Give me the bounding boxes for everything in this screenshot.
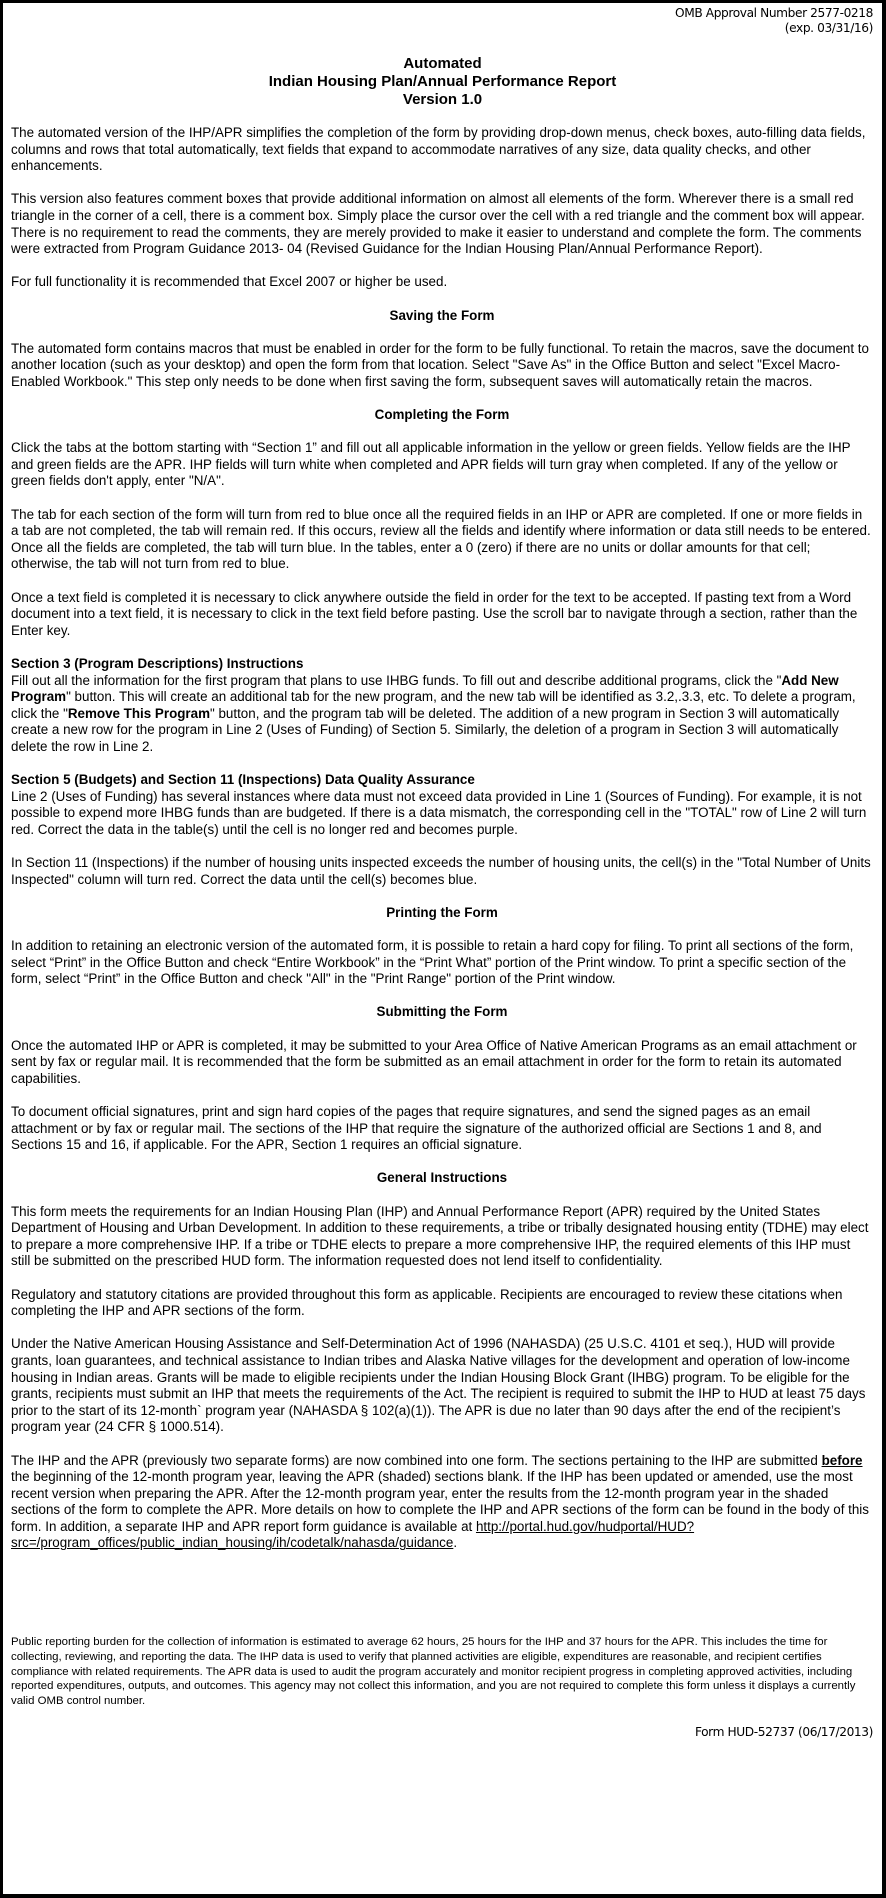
guidance-link[interactable]: http://portal.hud.gov/hudportal/HUD?src=/program_offices/public_indian_housing/ih/codetalk/nahasda/guidance xyxy=(11,1518,695,1551)
completing-paragraph-3: Once a text field is completed it is necessary to click anywhere outside the field in order for the text to be accepted. If pasting text from a Word document into a text field, it is necessary to click in the text field before pasting. Use the scroll bar to navigate through a section, rather than the Enter key. xyxy=(11,589,858,638)
saving-paragraph: The automated form contains macros that must be enabled in order for the form to be fully functional. To retain the macros, save the document to another location (such as your desktop) and open the form from that location. Select "Save As" in the Office Button and select "Excel Macro-Enabled Workbook." This step only needs to be done when first saving the form, subsequent saves will automatically retain the macros. xyxy=(11,340,869,389)
printing-heading: Printing the Form xyxy=(386,904,498,920)
completing-paragraph-2: The tab for each section of the form will turn from red to blue once all the required fields in an IHP or APR are completed. If one or more fields in a tab are not completed, the tab will remain red. If this occurs, review all the fields and identify where information or data still needs to be entered. Once all the fields are completed, the tab will turn blue. In the tables, enter a 0 (zero) if there are no units or dollar amounts for that cell; otherwise, the tab will not turn from red to blue. xyxy=(11,506,871,572)
general-paragraph-2: Regulatory and statutory citations are provided throughout this form as applicable. Recipients are encouraged to review these citations when completing the IHP and APR sections of the form. xyxy=(11,1286,843,1319)
omb-approval xyxy=(675,6,873,36)
document-body xyxy=(11,125,873,1569)
section3-block xyxy=(11,656,873,756)
submitting-heading: Submitting the Form xyxy=(376,1004,508,1020)
general-p4-text-2: the beginning of the 12-month program year, leaving the APR (shaded) sections blank. If the IHP has been updated or amended, use the most recent version when preparing the APR. After the 12-month program year, enter the results from the 12-month program year in the shaded sections of the form to complete the APR. More details on how to complete the IHP and APR sections of the form can be found in the body of this form. In addition, a separate IHP and APR report form guidance is available at xyxy=(11,1469,869,1534)
remove-this-program-label: Remove This Program xyxy=(67,705,210,721)
printing-paragraph: In addition to retaining an electronic version of the automated form, it is possible to retain a hard copy for filing. To print all sections of the form, select “Print” in the Office Button and check “Entire Workbook” in the “Print What” portion of the Print window. To print a specific section of the form, select “Print” in the Office Button and check "All" in the "Print Range" portion of the Print window. xyxy=(11,938,854,987)
intro-paragraph-3: For full functionality it is recommended that Excel 2007 or higher be used. xyxy=(11,274,448,290)
section5-block xyxy=(11,772,873,838)
section5-heading: Section 5 (Budgets) and Section 11 (Inspections) Data Quality Assurance xyxy=(11,772,475,788)
section5-paragraph-1: Line 2 (Uses of Funding) has several instances where data must not exceed data provided in Line 1 (Sources of Funding). For example, it is not possible to expend more IHBG funds than are budgeted. If there is a data mismatch, the corresponding cell in the "TOTAL" row of Line 2 will turn red. Correct the data in the table(s) until the cell is no longer red and becomes purple. xyxy=(11,788,867,837)
section3-text-1: Fill out all the information for the first program that plans to use IHBG funds. To fill out and describe additional programs, click the " xyxy=(11,672,782,688)
general-p4-text-3: . xyxy=(453,1535,458,1551)
document-title xyxy=(3,55,882,109)
submitting-paragraph-1: Once the automated IHP or APR is completed, it may be submitted to your Area Office of Native American Programs as an email attachment or sent by fax or regular mail. It is recommended that the form be submitted as an email attachment in order for the form to retain its automated capabilities. xyxy=(11,1037,857,1086)
title-line-1: Automated xyxy=(403,55,482,72)
intro-paragraph-1: The automated version of the IHP/APR simplifies the completion of the form by providing drop-down menus, check boxes, auto-filling data fields, columns and rows that total automatically, text fields that expand to accommodate narratives of any size, data quality checks, and other enhancements. xyxy=(11,125,866,174)
general-paragraph-1: This form meets the requirements for an Indian Housing Plan (IHP) and Annual Performance Report (APR) required by the United States Department of Housing and Urban Development. In addition to these requirements, a tribe or tribally designated housing entity (TDHE) may elect to prepare a more comprehensive IHP. If a tribe or TDHE elects to prepare a more comprehensive IHP, the required elements of this IHP must still be submitted on the prescribed HUD form. The information requested does not lend itself to confidentiality. xyxy=(11,1203,869,1269)
general-heading: General Instructions xyxy=(376,1170,508,1186)
completing-paragraph-1: Click the tabs at the bottom starting with “Section 1” and fill out all applicable information in the yellow or green fields. Yellow fields are the IHP and green fields are the APR. IHP fields will turn white when completed and APR fields will turn gray when completed. If any of the yellow or green fields don't apply, enter "N/A". xyxy=(11,440,851,489)
form-number: Form HUD-52737 (06/17/2013) xyxy=(694,1725,873,1739)
general-paragraph-3: Under the Native American Housing Assistance and Self-Determination Act of 1996 (NAHASDA) (25 U.S.C. 4101 et seq.), HUD will provide grants, loan guarantees, and technical assistance to Indian tribes and Alaska Native villages for the development and operation of low-income housing in Indian areas. Grants will be made to eligible recipients under the Indian Housing Block Grant (IHBG) program. To be eligible for the grants, recipients must submit an IHP that meets the requirements of the Act. The recipient is required to submit the IHP to HUD at least 75 days prior to the start of its 12-month` program year (NAHASDA § 102(a)(1)). The APR is due no later than 90 days after the end of the recipient’s program year (24 CFR § 1000.514). xyxy=(11,1336,866,1435)
general-p4-text-1: The IHP and the APR (previously two separate forms) are now combined into one form. The sections pertaining to the IHP are submitted xyxy=(11,1452,822,1468)
completing-heading: Completing the Form xyxy=(374,407,510,423)
general-paragraph-4 xyxy=(11,1453,873,1553)
reporting-burden-statement: Public reporting burden for the collection of information is estimated to average 62 hours, 25 hours for the IHP and 37 hours for the APR. This includes the time for collecting, reviewing, and reporting the data. The IHP data is used to verify that planned activities are eligible, expenditures are reasonable, and recipient certifies compliance with related requirements. The APR data is used to audit the program accurately and monitor recipient progress in completing approved activities, including reported expenditures, outputs, and outcomes. This agency may not collect this information, and you are not required to complete this form unless it displays a currently valid OMB control number. xyxy=(11,1636,856,1708)
section5-paragraph-2: In Section 11 (Inspections) if the number of housing units inspected exceeds the number of housing units, the cell(s) in the "Total Number of Units Inspected" column will turn red. Correct the data until the cell(s) becomes blue. xyxy=(11,855,871,887)
intro-paragraph-2: This version also features comment boxes that provide additional information on almost all elements of the form. Wherever there is a small red triangle in the corner of a cell, there is a comment box. Simply place the cursor over the cell with a red triangle and the comment box will appear. There is no requirement to read the comments, they are merely provided to make it easier to understand and complete the form. The comments were extracted from Program Guidance 2013- 04 (Revised Guidance for the Indian Housing Plan/Annual Performance Report). xyxy=(11,191,865,257)
section3-text-3: " button, and the program tab will be deleted. The addition of a new program in Section 3 will automatically create a new row for the program in Line 2 (Uses of Funding) of Section 5. Similarly, the deletion of a program in Section 3 will automatically delete the row in Line 2. xyxy=(11,705,840,754)
omb-expiration: (exp. 03/31/16) xyxy=(784,21,873,35)
title-line-3: Version 1.0 xyxy=(402,91,483,108)
omb-approval-number: OMB Approval Number 2577-0218 xyxy=(675,6,873,20)
add-new-program-label: Add New Program xyxy=(11,672,839,705)
section3-text-2: " button. This will create an additional tab for the new program, and the new tab will be identified as 3.2,.3.3, etc. To delete a program, click the " xyxy=(11,689,856,721)
title-line-2: Indian Housing Plan/Annual Performance Report xyxy=(268,73,617,90)
saving-heading: Saving the Form xyxy=(389,307,495,323)
before-emphasis: before xyxy=(821,1452,863,1468)
section3-heading: Section 3 (Program Descriptions) Instructions xyxy=(11,656,304,671)
submitting-paragraph-2: To document official signatures, print and sign hard copies of the pages that require signatures, and send the signed pages as an email attachment or by fax or regular mail. The sections of the IHP that require the signature of the authorized official are Sections 1 and 8, and Sections 15 and 16, if applicable. For the APR, Section 1 requires an official signature. xyxy=(11,1104,822,1153)
